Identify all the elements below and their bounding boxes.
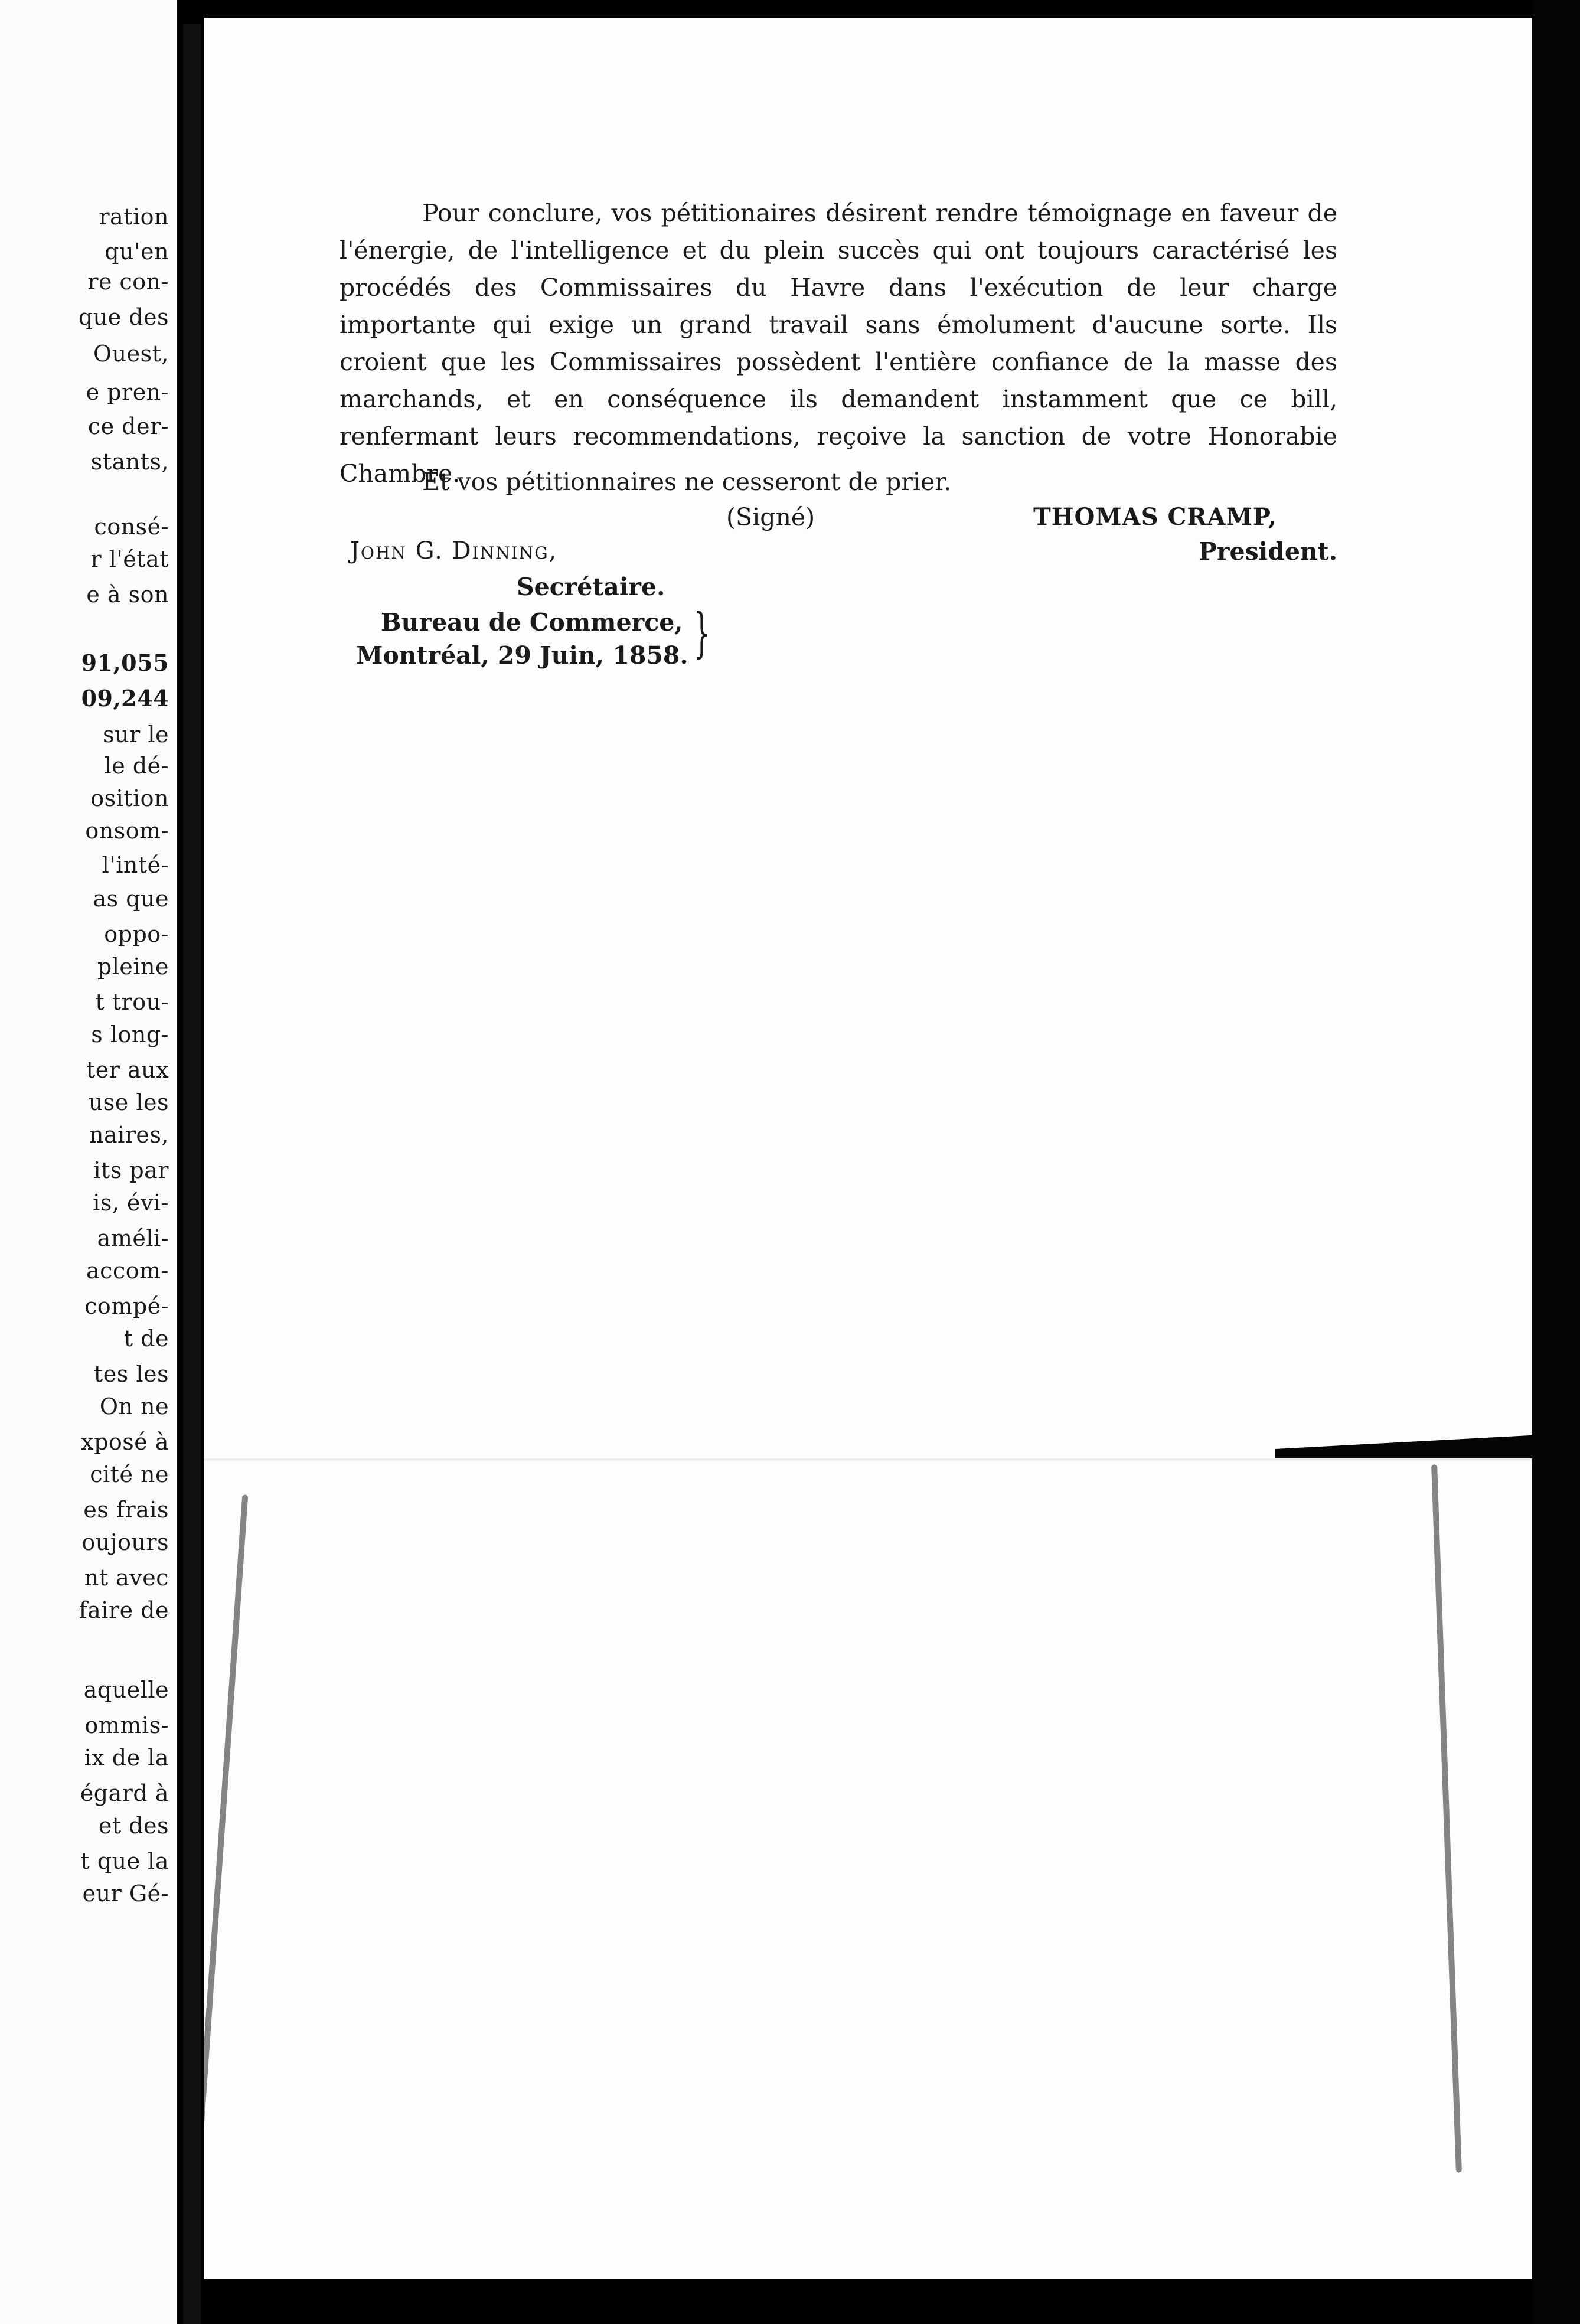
left-page-text-fragment: xposé à [81, 1429, 169, 1455]
left-page-text-fragment: tes les [94, 1361, 169, 1387]
left-page-text-fragment: Ouest, [93, 341, 169, 367]
left-page-text-fragment: its par [93, 1157, 169, 1183]
brace-mark: } [693, 602, 710, 664]
closing-line: Et vos pétitionnaires ne cesseront de prier. [422, 468, 952, 496]
left-page-text-fragment: compé- [84, 1293, 169, 1319]
main-page [204, 18, 1532, 2279]
left-page-text-fragment: e pren- [86, 379, 169, 405]
letter-paragraph: Pour conclure, vos pétitionaires désirent rendre témoignage en faveur de l'énergie, de l'intelligence et du plein succès qui ont toujours caractérisé les procédés des Commissaires du Havre dans l'exécution de leur charge importante qui exige un grand travail sans émolument d'aucune sorte. Ils croient que les Commissaires possèdent l'entière confiance de la masse des marchands, et en conséquence ils demandent instamment que ce bill, renfermant leurs recommendations, reçoive la sanction de votre Honorabie Chambre. [339, 199, 1337, 488]
left-page-text-fragment: aquelle [83, 1677, 169, 1703]
left-page-text-fragment: 09,244 [81, 685, 169, 711]
signed-label: (Signé) [726, 503, 815, 531]
left-page-text-fragment: accom- [86, 1258, 169, 1284]
left-page-text-fragment: ration [99, 204, 169, 230]
left-page-text-fragment: ix de la [84, 1745, 169, 1771]
left-page-text-fragment: t que la [80, 1848, 169, 1874]
left-page-text-fragment: et des [98, 1813, 169, 1839]
left-page-text-fragment: eur Gé- [82, 1881, 169, 1907]
left-page-text-fragment: 91,055 [81, 649, 169, 676]
left-page-text-fragment: qu'en [105, 239, 169, 265]
left-page-text-fragment: On ne [99, 1393, 169, 1419]
left-page-text-fragment: nt avec [84, 1565, 169, 1591]
left-page-text-fragment: es frais [83, 1497, 169, 1523]
secretary-name: John G. Dinning, [350, 537, 558, 564]
left-page-text-fragment: stants, [90, 449, 169, 475]
left-page-text-fragment: améli- [97, 1225, 169, 1251]
president-name: THOMAS CRAMP, [1033, 503, 1277, 531]
left-page-fragment [0, 0, 177, 2324]
left-page-text-fragment: t de [123, 1326, 169, 1352]
left-page-text-fragment: que des [78, 304, 169, 330]
left-page-text-fragment: le dé- [104, 753, 169, 779]
left-page-text-fragment: cité ne [90, 1461, 169, 1487]
letter-body [339, 195, 1337, 492]
left-page-text-fragment: use les [88, 1089, 169, 1115]
left-page-text-fragment: égard à [80, 1780, 169, 1806]
left-page-text-fragment: re con- [87, 269, 169, 295]
fold-shadow [1431, 1464, 1462, 2173]
left-page-text-fragment: oujours [81, 1529, 169, 1555]
left-page-text-fragment: ommis- [84, 1712, 169, 1738]
left-page-text-fragment: ce der- [87, 413, 169, 439]
left-page-text-fragment: faire de [79, 1597, 169, 1623]
left-page-text-fragment: s long- [91, 1021, 169, 1047]
scan-edge [1532, 0, 1580, 2324]
left-page-text-fragment: as que [93, 886, 169, 912]
left-page-text-fragment: naires, [89, 1122, 169, 1148]
left-page-text-fragment: t trou- [95, 989, 169, 1015]
left-page-text-fragment: r l'état [90, 546, 169, 572]
left-page-text-fragment: ter aux [86, 1057, 169, 1083]
left-page-text-fragment: consé- [94, 514, 169, 540]
secretary-title: Secrétaire. [517, 573, 665, 601]
fold-shadow [204, 1494, 248, 2261]
left-page-text-fragment: osition [90, 785, 169, 811]
binding-shadow [183, 24, 201, 2324]
place-line: Bureau de Commerce, [381, 608, 683, 637]
left-page-text-fragment: is, évi- [93, 1190, 169, 1216]
page-crease [204, 1458, 1532, 1462]
left-page-text-fragment: l'inté- [102, 852, 169, 878]
date-line: Montréal, 29 Juin, 1858. [356, 641, 688, 670]
left-page-text-fragment: pleine [97, 954, 169, 980]
president-title: President. [1199, 537, 1337, 566]
left-page-text-fragment: oppo- [104, 921, 169, 947]
left-page-text-fragment: onsom- [85, 818, 169, 844]
left-page-text-fragment: e à son [86, 582, 169, 608]
left-page-text-fragment: sur le [103, 722, 169, 748]
